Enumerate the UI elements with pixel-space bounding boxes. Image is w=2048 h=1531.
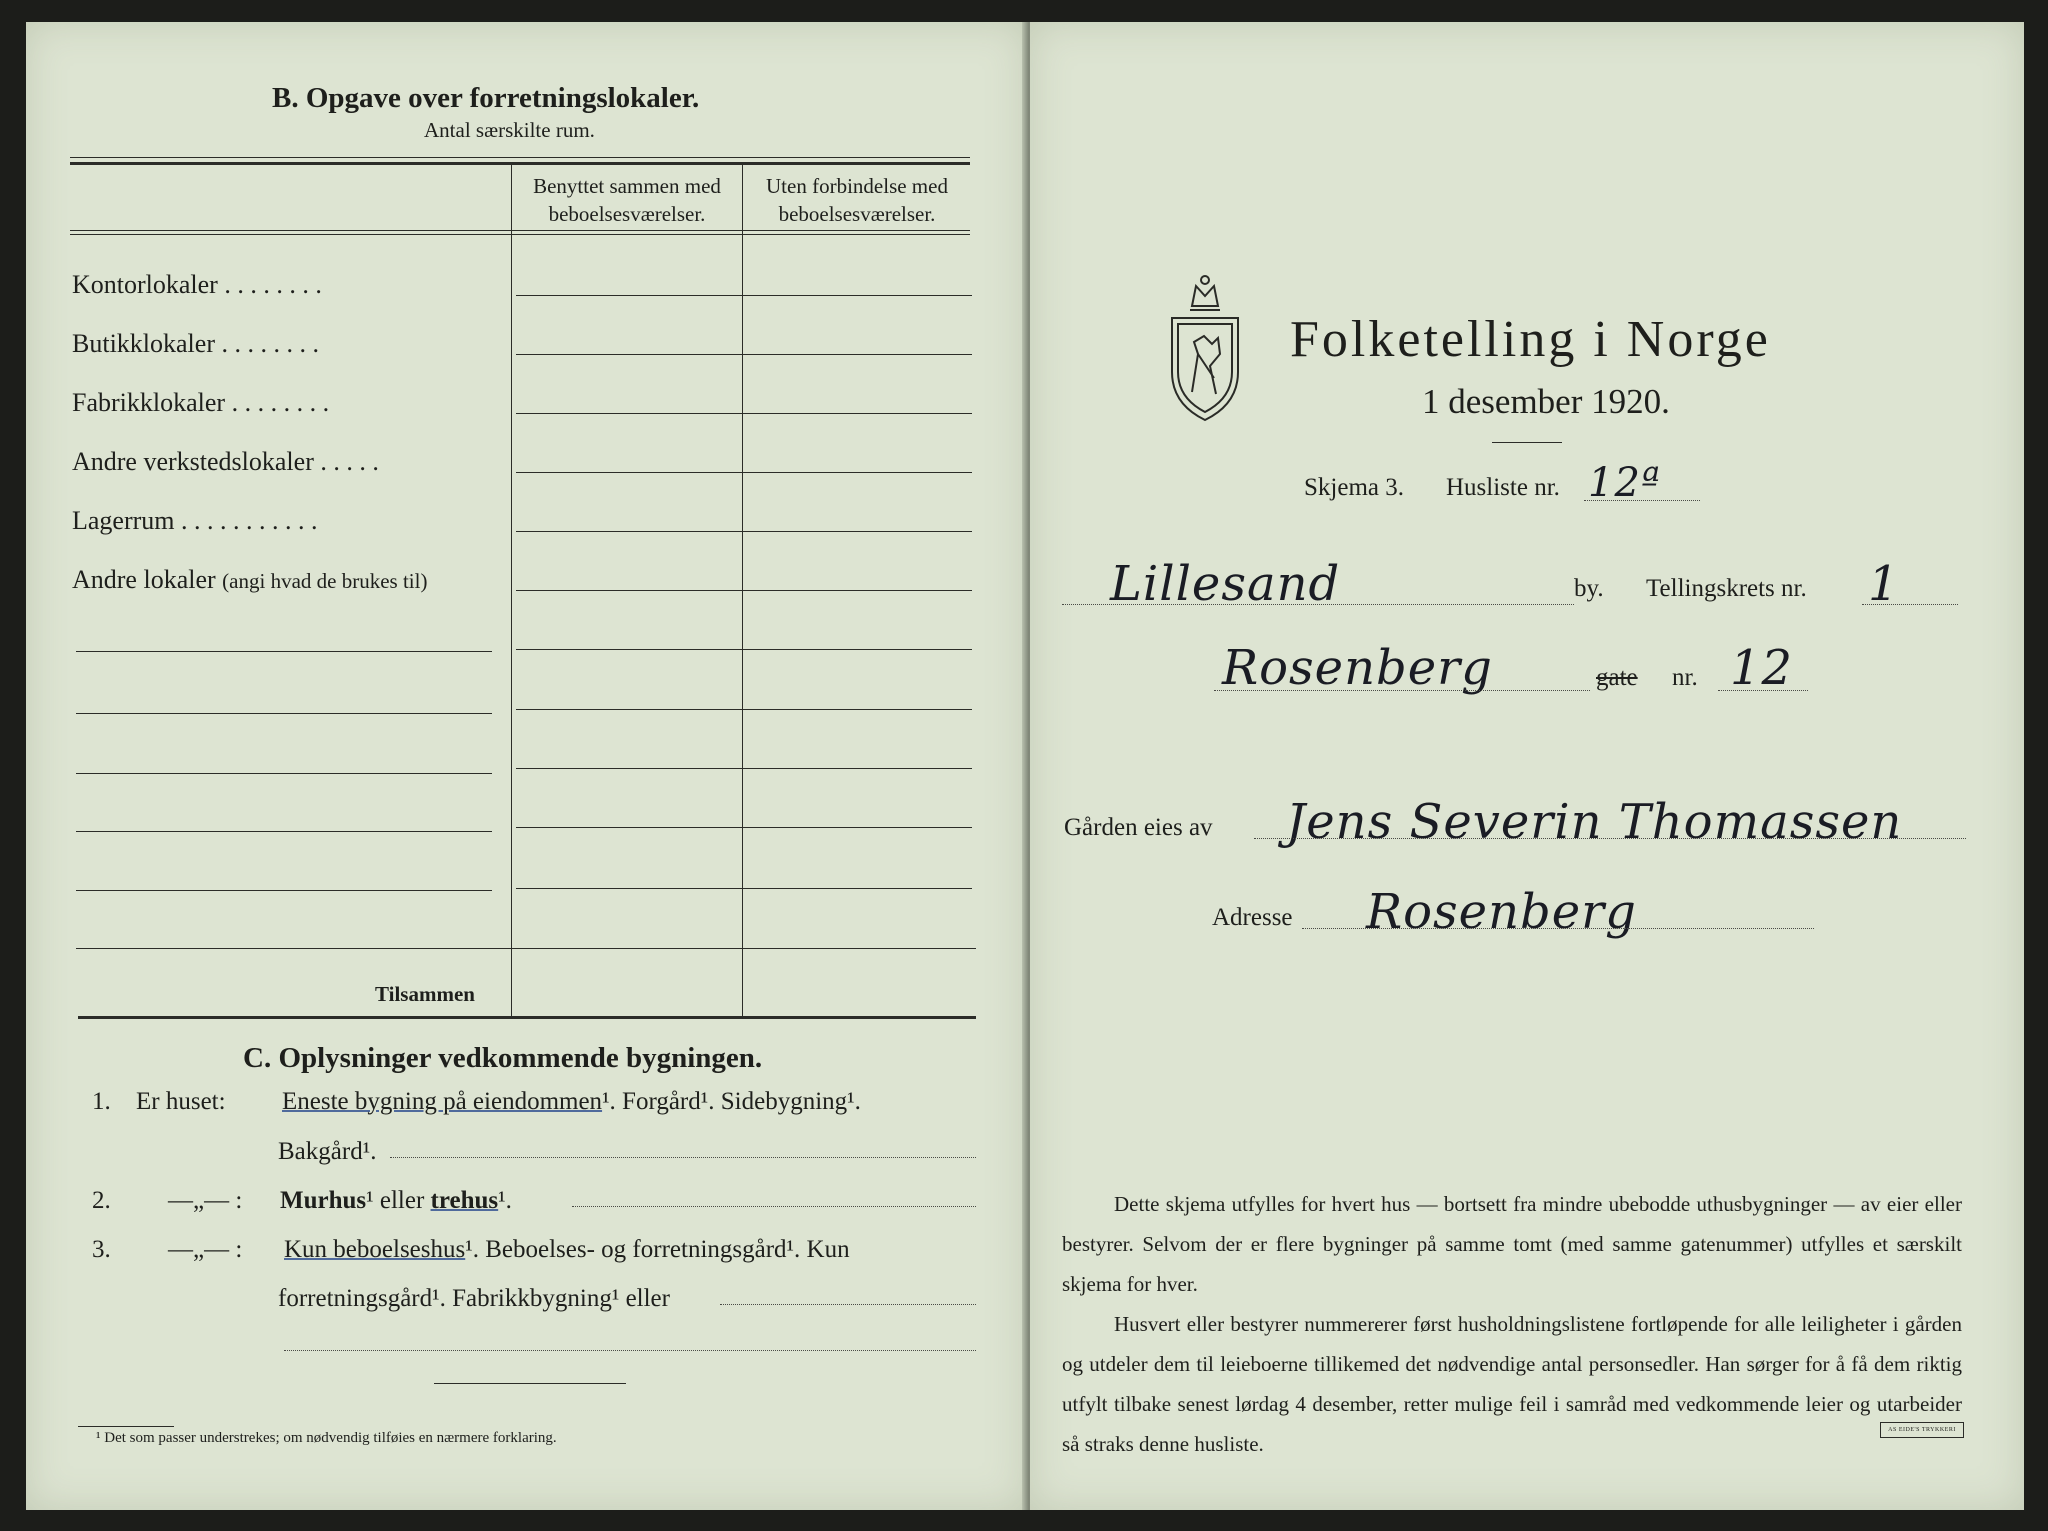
header-rule-2 — [70, 234, 970, 235]
address-label: Adresse — [1212, 904, 1293, 931]
col1-line2: beboelsesværelser. — [548, 202, 706, 226]
street-value: Rosenberg — [1222, 640, 1493, 696]
printer-mark: AS EIDE'S TRYKKERI — [1880, 1422, 1964, 1438]
q3-selected: Kun beboelseshus — [284, 1236, 466, 1263]
q1-selected: Eneste bygning på eiendommen — [282, 1088, 603, 1115]
skjema-label: Skjema 3. — [1304, 474, 1404, 501]
tilsammen-label: Tilsammen — [375, 982, 475, 1006]
row-rule — [516, 354, 972, 355]
col2-line2: beboelsesværelser. — [778, 202, 936, 226]
street-nr-value: 12 — [1730, 640, 1794, 696]
total-rule — [76, 948, 976, 949]
row-andre-verksted: Andre verkstedslokaler . . . . . — [72, 447, 379, 476]
blank-line — [76, 651, 492, 652]
table-bottom-rule — [78, 1016, 976, 1019]
norwegian-coat-of-arms-icon — [1162, 272, 1248, 424]
fill-line — [1214, 690, 1590, 691]
title-rule — [1492, 442, 1562, 443]
row-rule — [516, 888, 972, 889]
col2-line1: Uten forbindelse med — [766, 174, 948, 198]
fill-line — [1862, 604, 1958, 605]
q3-label: —„— : — [168, 1236, 243, 1263]
town-value: Lillesand — [1110, 556, 1341, 612]
instruction-paragraph-1: Dette skjema utfylles for hvert hus — bortsett fra mindre ubebodde uthusbygninger — av eier eller bestyrer. Selvom der er flere bygninger på samme tomt (med samme gatenummer) utfylles et særskilt skjema for hver. — [1062, 1192, 1962, 1296]
fill-line — [1302, 928, 1814, 929]
blank-line — [76, 713, 492, 714]
fill-line — [1718, 690, 1808, 691]
table-col-divider-1 — [511, 162, 512, 1017]
row-rule — [516, 531, 972, 532]
q1-label: Er huset: — [136, 1088, 226, 1115]
fill-line — [1062, 604, 1574, 605]
owner-label: Gården eies av — [1064, 814, 1213, 841]
q3-options — [284, 1236, 850, 1264]
header-rule — [70, 230, 970, 231]
row-rule — [516, 472, 972, 473]
q1-options — [282, 1088, 861, 1116]
q1-rest: ¹. Forgård¹. Sidebygning¹. — [602, 1088, 861, 1115]
blank-line — [76, 890, 492, 891]
q3-line2: forretningsgård¹. Fabrikkbygning¹ eller — [278, 1285, 670, 1312]
fill-line — [284, 1350, 976, 1351]
q3-num: 3. — [92, 1236, 111, 1263]
street-nr-label: nr. — [1672, 664, 1698, 691]
q1-num: 1. — [92, 1088, 111, 1115]
form-date: 1 desember 1920. — [1422, 382, 1670, 421]
q2-label: —„— : — [168, 1187, 243, 1214]
section-b-title: B. Opgave over forretningslokaler. — [272, 82, 700, 114]
address-value: Rosenberg — [1366, 884, 1637, 940]
krets-label: Tellingskrets nr. — [1646, 575, 1807, 602]
blank-line — [76, 773, 492, 774]
q3-rest: ¹. Beboelses- og forretningsgård¹. Kun — [465, 1236, 850, 1263]
column-header-separate — [743, 172, 971, 228]
q2-murhus: Murhus — [280, 1187, 367, 1214]
fill-line — [390, 1157, 976, 1158]
row-rule — [516, 295, 972, 296]
section-b-subtitle: Antal særskilte rum. — [424, 118, 595, 142]
fill-line — [720, 1304, 976, 1305]
q1-line2: Bakgård¹. — [278, 1138, 377, 1165]
footnote: ¹ Det som passer understrekes; om nødvendig tilføies en nærmere forklaring. — [96, 1430, 557, 1446]
blank-line — [76, 831, 492, 832]
form-title: Folketelling i Norge — [1290, 311, 1771, 368]
row-rule — [516, 709, 972, 710]
section-c-title: C. Oplysninger vedkommende bygningen. — [243, 1042, 763, 1074]
gate-label: gate — [1596, 664, 1638, 691]
table-top-rule-thick — [70, 162, 970, 165]
table-top-rule — [70, 157, 970, 158]
row-rule — [516, 590, 972, 591]
fill-line — [572, 1206, 976, 1207]
row-fabrikklokaler: Fabrikklokaler . . . . . . . . — [72, 388, 330, 417]
row-lagerrum: Lagerrum . . . . . . . . . . . — [72, 506, 318, 535]
separator-rule — [434, 1383, 626, 1384]
row-rule — [516, 649, 972, 650]
town-suffix: by. — [1574, 575, 1604, 602]
row-rule — [516, 413, 972, 414]
andre-lokaler-label: Andre lokaler — [72, 565, 216, 594]
q2-num: 2. — [92, 1187, 111, 1214]
andre-lokaler-note: (angi hvad de brukes til) — [222, 569, 428, 593]
q2-trehus: trehus — [430, 1187, 499, 1214]
fill-line — [1254, 838, 1966, 839]
column-header-combined — [512, 172, 742, 228]
q2-options — [280, 1187, 512, 1215]
q2-eller: ¹ eller — [366, 1187, 425, 1214]
row-andre-lokaler — [72, 565, 427, 595]
husliste-value: 12ª — [1588, 460, 1661, 506]
krets-value: 1 — [1868, 556, 1900, 612]
fill-line — [1584, 500, 1700, 501]
row-kontorlokaler: Kontorlokaler . . . . . . . . — [72, 270, 322, 299]
row-rule — [516, 827, 972, 828]
footnote-rule — [78, 1426, 174, 1427]
q2-end: ¹. — [498, 1187, 512, 1214]
row-rule — [516, 768, 972, 769]
col1-line1: Benyttet sammen med — [533, 174, 721, 198]
row-butikklokaler: Butikklokaler . . . . . . . . — [72, 329, 319, 358]
husliste-label: Husliste nr. — [1446, 474, 1560, 501]
owner-value: Jens Severin Thomassen — [1286, 794, 1903, 850]
instruction-paragraph-2: Husvert eller bestyrer nummererer først husholdningslistene fortløpende for alle leiligheter i gården og utdeler dem til leieboerne tillikemed det nødvendige antal personsedler. Han sørger for å få dem riktig utfylt tilbake senest lørdag 4 desember, retter mulige feil i samråd med vedkommende leier og utarbeider så straks denne husliste. — [1062, 1312, 1962, 1456]
